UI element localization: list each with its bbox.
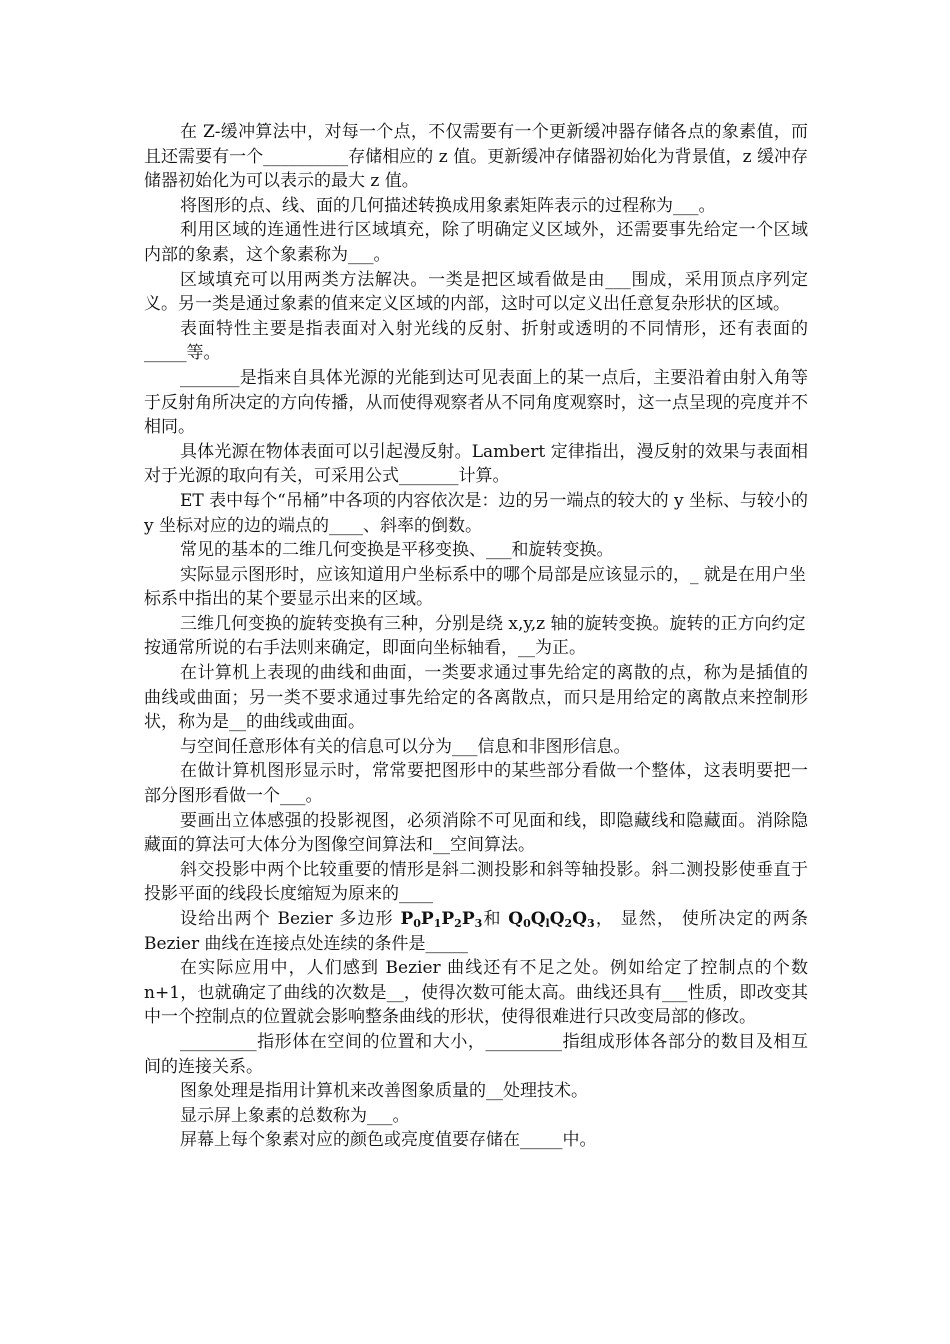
question-paragraph: _______是指来自具体光源的光能到达可见表面上的某一点后，主要沿着由射入角等于反射角所决定的方向传播，从而使得观察者从不同角度观察时，这一点呈现的亮度并不相同。: [144, 367, 808, 438]
bezier-polygon-q: $Q_0Q_lQ_2Q_3$: [508, 909, 595, 930]
bezier-prefix: 设给出两个 Bezier 多边形: [180, 909, 401, 929]
question-paragraph: 在做计算机图形显示时，常常要把图形中的某些部分看做一个整体，这表明要把一部分图形看做一个___。: [144, 761, 808, 807]
question-paragraph: _________指形体在空间的位置和大小，_________指组成形体各部分的数目及相互间的连接关系。: [144, 1031, 808, 1077]
question-paragraph: 图象处理是指用计算机来改善图象质量的__处理技术。: [180, 1081, 588, 1102]
bezier-suffix: ， 显然， 使所决定的两条 Bezier 曲线在连接点处连续的条件是_____: [144, 909, 808, 954]
question-paragraph: 要画出立体感强的投影视图，必须消除不可见面和线，即隐藏线和隐藏面。消除隐藏面的算法可大体分为图像空间算法和__空间算法。: [144, 810, 808, 856]
bezier-question-paragraph: [144, 907, 808, 956]
question-paragraph: 表面特性主要是指表面对入射光线的反射、折射或透明的不同情形，还有表面的_____等。: [144, 318, 808, 364]
question-paragraph: 与空间任意形体有关的信息可以分为___信息和非图形信息。: [180, 736, 631, 757]
question-paragraph: 三维几何变换的旋转变换有三种，分别是绕 x,y,z 轴的旋转变换。旋转的正方向约定按通常所说的右手法则来确定，即面向坐标轴看，__为正。: [144, 613, 806, 659]
question-paragraph: 实际显示图形时，应该知道用户坐标系中的哪个局部是应该显示的，_ 就是在用户坐标系中指出的某个要显示出来的区域。: [144, 564, 806, 610]
question-paragraph: 区域填充可以用两类方法解决。一类是把区域看做是由___围成，采用顶点序列定义。另一类是通过象素的值来定义区域的内部，这时可以定义出任意复杂形状的区域。: [144, 269, 808, 315]
question-paragraph: 屏幕上每个象素对应的颜色或亮度值要存储在_____中。: [180, 1130, 597, 1151]
question-paragraph: 常见的基本的二维几何变换是平移变换、___和旋转变换。: [180, 540, 614, 561]
bezier-and: 和: [482, 909, 509, 929]
question-paragraph: 在 Z-缓冲算法中，对每一个点，不仅需要有一个更新缓冲器存储各点的象素值，而且还需要有一个__________存储相应的 z 值。更新缓冲存储器初始化为背景值，z 缓冲存储器初始化为可以表示的最大 z 值。: [144, 122, 808, 192]
question-paragraph: 利用区域的连通性进行区域填充，除了明确定义区域外，还需要事先给定一个区域内部的象素，这个象素称为___。: [144, 220, 808, 265]
question-paragraph: 斜交投影中两个比较重要的情形是斜二测投影和斜等轴投影。斜二测投影使垂直于投影平面的线段长度缩短为原来的____: [144, 859, 808, 905]
question-paragraph: 将图形的点、线、面的几何描述转换成用象素矩阵表示的过程称为___。: [180, 195, 716, 216]
question-paragraph: 在实际应用中，人们感到 Bezier 曲线还有不足之处。例如给定了控制点的个数 n+1，也就确定了曲线的次数是__，使得次数可能太高。曲线还具有___性质，即改变其中一个控制点的位置就会影响整条曲线的形状，使得很难进行只改变局部的修改。: [144, 958, 808, 1028]
question-paragraph: 具体光源在物体表面可以引起漫反射。Lambert 定律指出，漫反射的效果与表面相对于光源的取向有关，可采用公式_______计算。: [144, 441, 808, 487]
question-list: [144, 120, 808, 1153]
bezier-polygon-p: $P_0P_1P_2P_3$: [400, 909, 483, 930]
question-paragraph: ET 表中每个“吊桶”中各项的内容依次是：边的另一端点的较大的 y 坐标、与较小的 y 坐标对应的边的端点的____、斜率的倒数。: [144, 490, 808, 536]
question-paragraph: 显示屏上象素的总数称为___。: [180, 1105, 410, 1126]
question-paragraph: 在计算机上表现的曲线和曲面，一类要求通过事先给定的离散的点，称为是插值的曲线或曲面；另一类不要求通过事先给定的各离散点，而只是用给定的离散点来控制形状，称为是__的曲线或曲面。: [144, 663, 808, 733]
